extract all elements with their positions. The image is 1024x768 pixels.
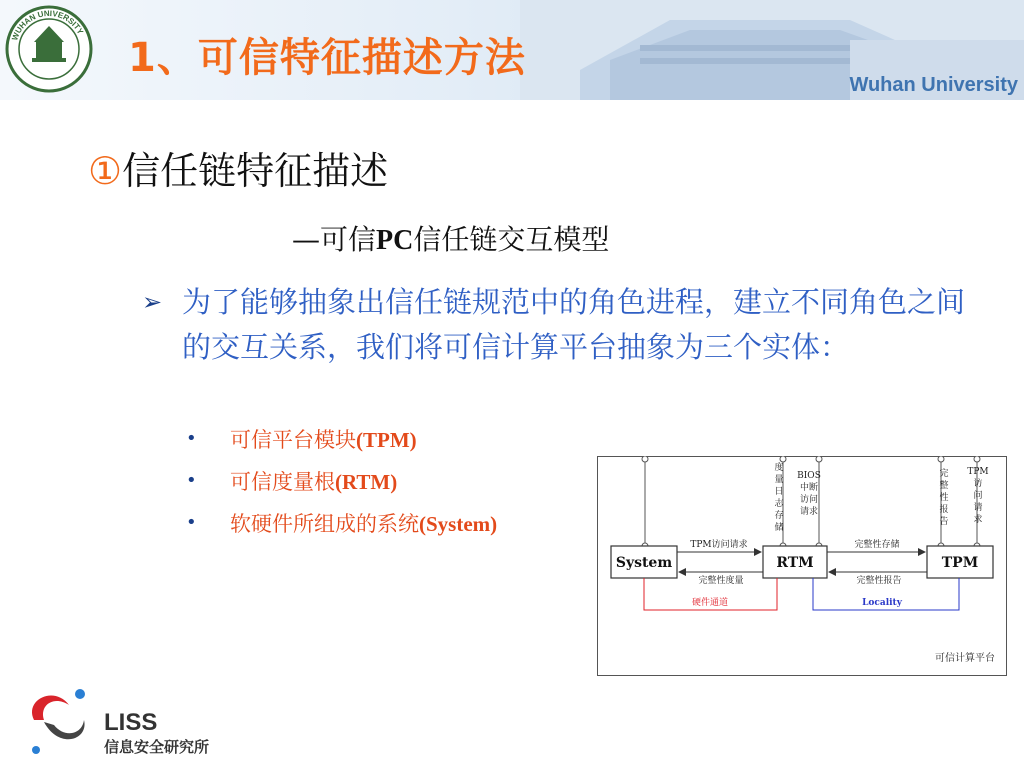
trust-chain-diagram <box>597 456 1007 676</box>
liss-logo <box>14 680 234 760</box>
svg-text:WUHAN UNIVERSITY: WUHAN UNIVERSITY <box>10 8 86 42</box>
tpm-access-request-label: TPM访问请求 <box>690 540 748 550</box>
bullet-text: 可信平台模块 <box>230 428 356 452</box>
bullet-text: 可信度量根 <box>230 470 335 494</box>
header-banner <box>0 0 1024 100</box>
subheading <box>292 218 609 258</box>
integrity-store-label: 完整性存储 <box>854 540 900 550</box>
v-char: 存 <box>774 511 784 521</box>
v-char: 问 <box>973 491 983 501</box>
bullet-code: (System) <box>419 512 498 536</box>
v-char: 整 <box>939 481 949 491</box>
section-heading <box>88 140 388 195</box>
v-char: 请 <box>973 503 983 513</box>
v-char: TPM <box>967 467 989 477</box>
integrity-report-label: 完整性报告 <box>856 576 902 586</box>
brand-text: LISS <box>104 709 158 736</box>
tpm-box-label: TPM <box>941 555 979 571</box>
v-char: 志 <box>774 499 784 509</box>
bullet-dot-icon: • <box>186 428 197 449</box>
bullet-dot-icon: • <box>186 512 197 533</box>
bullet-text: 软硬件所组成的系统 <box>230 512 419 536</box>
university-name: Wuhan University <box>849 74 1018 96</box>
paragraph-text: 为了能够抽象出信任链规范中的角色进程，建立不同角色之间的交互关系，我们将可信计算平台抽象为三个实体： <box>182 285 966 364</box>
slide-title: 1、可信特征描述方法 <box>128 35 526 81</box>
org-text: 信息安全研究所 <box>104 738 210 756</box>
bullet-code: (RTM) <box>335 470 398 494</box>
university-seal-logo <box>4 4 94 94</box>
bullet-dot-icon: • <box>186 470 197 491</box>
v-char: 性 <box>939 493 949 503</box>
v-char: 中断 <box>799 483 819 493</box>
locality-channel-label: Locality <box>862 598 902 608</box>
v-char: 量 <box>774 475 784 485</box>
heading-text: 信任链特征描述 <box>122 149 389 193</box>
v-char: 报 <box>939 505 949 515</box>
v-char: BIOS <box>797 471 821 481</box>
subheading-suffix: 信任链交互模型 <box>413 223 610 256</box>
v-char: 度 <box>774 463 784 473</box>
platform-label: 可信计算平台 <box>935 653 995 664</box>
v-char: 求 <box>973 515 983 525</box>
v-char: 日 <box>774 487 784 497</box>
v-char: 告 <box>939 517 949 527</box>
bullet-code: (TPM) <box>356 428 417 452</box>
integrity-measure-label: 完整性度量 <box>698 576 744 586</box>
integrity-report-vlabel <box>939 467 948 527</box>
hardware-channel-label: 硬件通道 <box>691 598 729 608</box>
rtm-box-label: RTM <box>776 555 814 571</box>
v-char: 访 <box>973 479 983 489</box>
arrow-bullet-icon: ➢ <box>142 288 163 316</box>
system-box-label: System <box>615 555 673 571</box>
heading-number: ① <box>88 149 123 193</box>
subheading-prefix: —可信 <box>292 223 377 256</box>
v-char: 请求 <box>799 507 819 517</box>
v-char: 完 <box>939 469 949 479</box>
subheading-bold: PC <box>376 225 414 256</box>
intro-paragraph <box>142 280 982 370</box>
v-char: 储 <box>774 523 784 533</box>
v-char: 访问 <box>799 495 819 505</box>
